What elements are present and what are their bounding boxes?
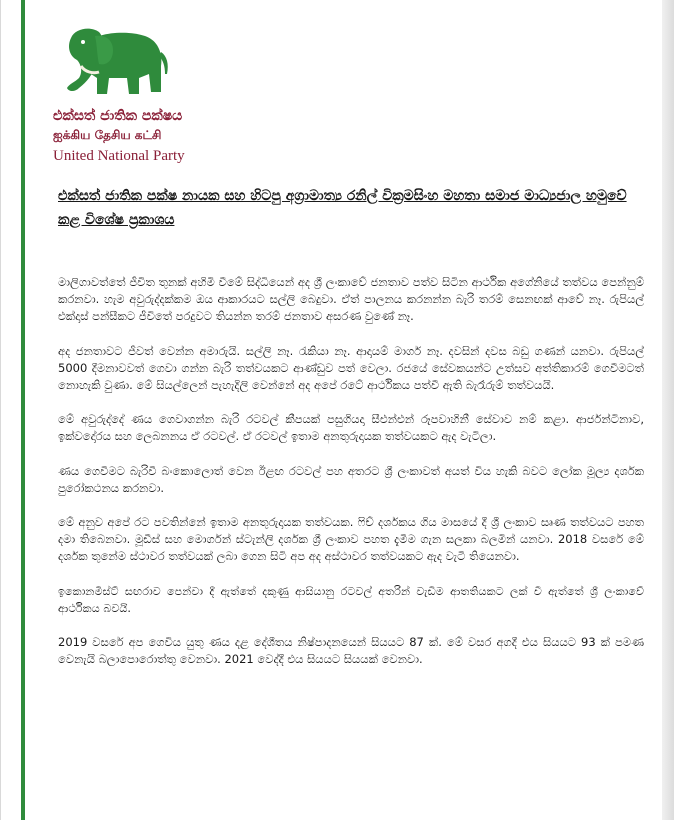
green-margin-rule: [21, 0, 25, 820]
body-paragraph: මේ අවුරුද්දේ ණය ගෙවාගන්න බැරි රටවල් කීපයක් පසුගියදා සීඑන්එන් රූපවාහිනී සේවාව නම් කළා. ආර්ජන්ටිනාව, ඉක්වදෝරය සහ ලෙබනනය ඒ රටවල්. ඒ රටවල් ඉතාම අනතුරුදායක තත්වයකට ඇද වැටිලා.: [58, 412, 644, 444]
body-paragraph: ඉකොනමිස්ට් සඟරාව පෙන්වා දී ඇත්තේ දකුණු ආසියානු රටවල් අතරින් වැඩිම ආතතියකට ලක් වී ඇත්තේ ශ්‍රී ලංකාවේ ආර්ථිකය බවයි.: [58, 584, 644, 615]
body-paragraph: 2019 වසරේ අප ගෙවිය යුතු ණය දළ දේශීතය නිෂ්පාදනයෙන් සියයට 87 ක්. මේ වසර අගදී එය සියයට 93 ක් පමණ වෙනැයි බලාපොරොත්තු වෙනවා. 2021 වෙද්දී එය සියයට සියයක් වෙනවා.: [58, 635, 644, 667]
party-name-english: United National Party: [53, 148, 185, 164]
body-paragraph: මේ අනුව අපේ රට පවතින්නේ ඉතාම අනතුරුදායක තත්වයක. ෆිච් දර්ශකය ගිය මාසයේ දී ශ්‍රී ලංකාව සෘණ තත්වයට පහත දමා තිබෙනවා. මූඩීස් සහ මොර්ගන් ස්ටැන්ලි දර්ශක ශ්‍රී ලංකාව පහත දැමීම ගැන සලකා බලමින් යනවා. 2018 වසරේ මේ දර්ශක තුනේම ස්ථාවර තත්වයක් ලබා ගෙන සිටි අප අද අස්ථාවර තත්වයකට ඇද වැටී තියෙනවා.: [58, 515, 644, 564]
statement-headline: එක්සත් ජාතික පක්ෂ නායක සහ හිටපු අග්‍රාමාත්‍ය රනිල් වික්‍රමසිංහ මහතා සමාජ මාධ්‍යජාල හමුවේ කළ විශේෂ ප්‍රකාශය: [58, 188, 627, 228]
body-paragraph: මාලිගාවත්තේ ජීවිත තුනක් අහිමි වීමේ සිද්ධියෙන් අද ශ්‍රී ලංකාවේ ජනතාව පත්ව සිටින ආර්ථික අගේනියේ තත්වය පෙන්නුම් කරනවා. හැම අවුරුද්දක්කම ඔය ආකාරයට සල්ලි බෙදුවා. ඒත් පාලනය කරනන්න බැරි තරම් සෙනඟක් ආවේ නෑ. රුපියල් එක්දාස් පන්සීකට ජීවිතේ පරදුවට තියන්න තරම් ජනතාව අසරණ වුණේ නෑ.: [58, 275, 644, 324]
body-paragraph: අද ජනතාවට ජීවත් වෙන්න අමාරුයි. සල්ලි නෑ. රැකියා නෑ. ආදායම් මාර්ග නෑ. දවසින් දවස බඩු ගණන් යනවා. රුපියල් 5000 දීමනාවවත් ගෙවා ගන්න බැරි තත්වයකට ආණ්ඩුව පත් වෙලා. රජයේ සේවකයන්ට උත්සව අත්තිකාරම් ගෙවීමටත් නොහැකි වුණා. මේ සියල්ලෙන් පැහැදිලි වෙන්නේ අද අපේ රටේ ආර්ථිකය පත්වී ඇති බැරෑරුම් තත්වයයි.: [58, 343, 644, 393]
elephant-icon: [57, 22, 177, 108]
statement-body: [58, 274, 644, 668]
party-name-sinhala: එක්සත් ජාතික පක්ෂය: [53, 108, 183, 124]
body-paragraph: ණය ගෙවීමට බැරිවී බංකොලොත් වෙන ඊළඟ රටවල් පහ අතරට ශ්‍රී ලංකාවත් අයත් විය හැකි බවට ලෝක මූල්‍ය දර්ශක පුරෝකථනය කරනවා.: [58, 463, 644, 495]
party-logo: [53, 22, 223, 172]
page-edge-shadow: [662, 0, 674, 820]
party-name-tamil: ஐக்கிய தேசிய கட்சி: [53, 128, 162, 142]
